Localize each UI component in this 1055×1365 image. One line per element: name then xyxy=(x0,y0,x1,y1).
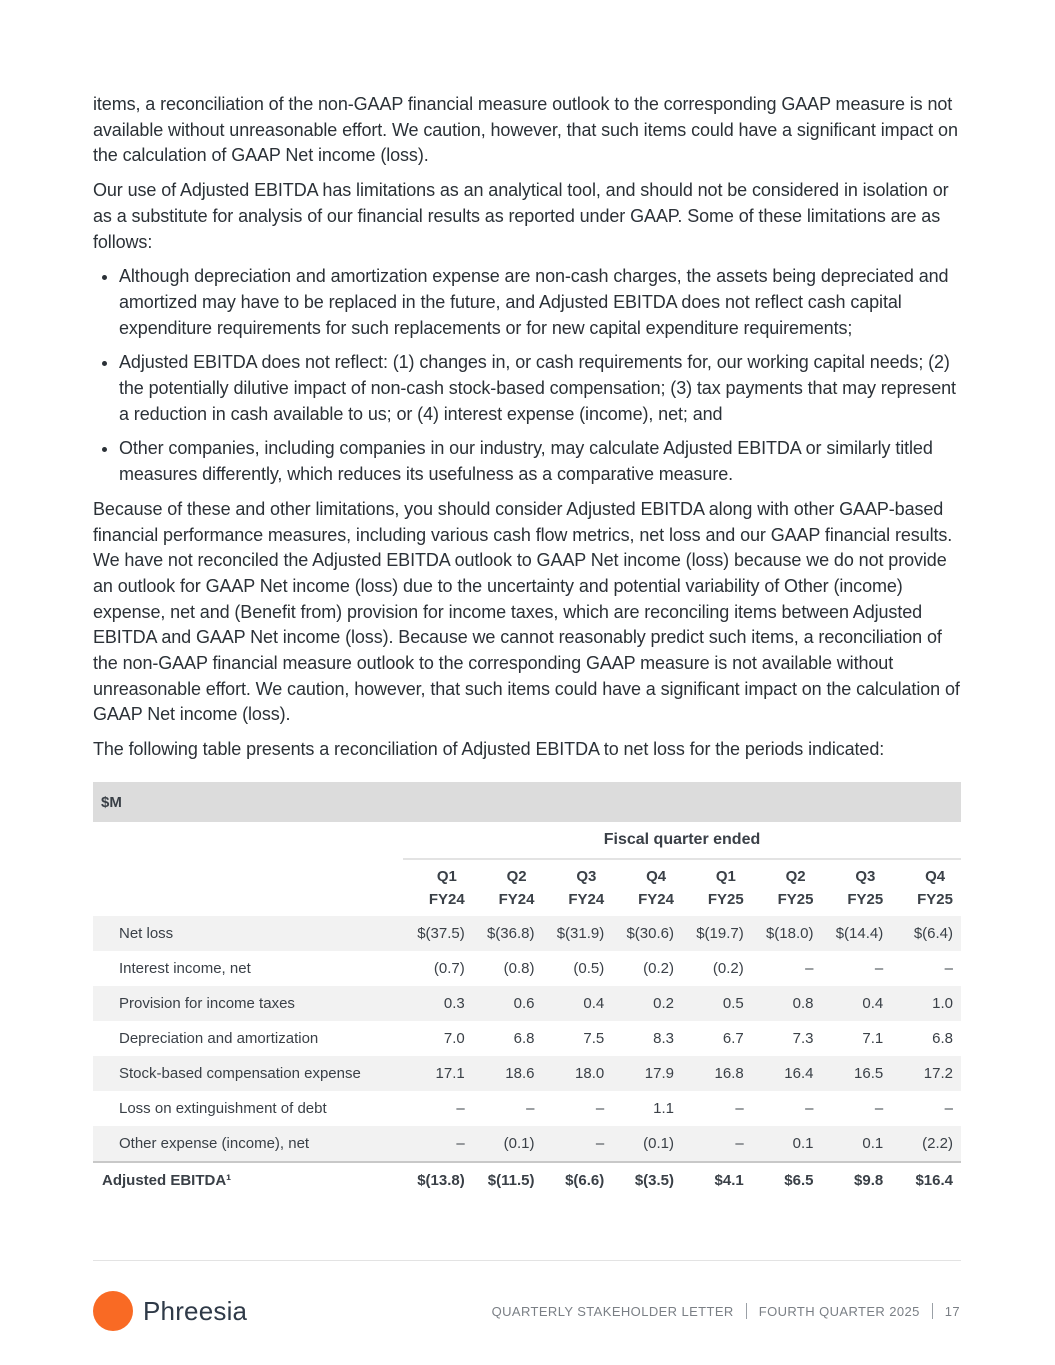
table-cell: 6.7 xyxy=(722,1030,744,1047)
column-header xyxy=(891,859,961,916)
reconciliation-table xyxy=(93,782,961,1198)
table-cell: – xyxy=(526,1100,535,1117)
footer-divider xyxy=(93,1260,961,1261)
table-cell: $(19.7) xyxy=(682,916,752,951)
table-cell: (0.8) xyxy=(503,960,535,977)
table-cell: 0.8 xyxy=(752,986,822,1021)
row-label: Adjusted EBITDA¹ xyxy=(93,1162,403,1198)
table-cell: $(30.6) xyxy=(612,916,682,951)
table-cell: (0.5) xyxy=(573,960,605,977)
table-cell: 0.1 xyxy=(822,1126,892,1162)
table-cell: $(37.5) xyxy=(403,916,473,951)
table-cell: 7.3 xyxy=(792,1030,814,1047)
table-cell: $(13.8) xyxy=(403,1162,473,1198)
table-cell: 0.4 xyxy=(543,986,613,1021)
list-item: • Other companies, including companies in our industry, may calculate Adjusted EBITDA or similarly titled measures differently, which reduces its usefulness as a comparative measure. xyxy=(119,436,968,487)
unit-row xyxy=(93,782,961,822)
list-item: • Adjusted EBITDA does not reflect: (1) changes in, or cash requirements for, our working capital needs; (2) the potentially dilutive impact of non-cash stock-based compensation; (3) tax payments that may represent a reduction in cash available to us; or (4) interest expense (income), net; and xyxy=(119,350,968,427)
table-cell: 1.0 xyxy=(891,986,961,1021)
table-cell: 1.1 xyxy=(653,1100,674,1117)
row-label: Provision for income taxes xyxy=(93,986,403,1021)
column-header xyxy=(822,859,892,916)
row-label: Depreciation and amortization xyxy=(119,1030,319,1047)
table-cell: – xyxy=(805,1100,814,1117)
column-header-label xyxy=(568,865,604,911)
table-cell: $(6.4) xyxy=(891,916,961,951)
column-header-row xyxy=(93,859,961,916)
table-cell: 0.2 xyxy=(612,986,682,1021)
separator xyxy=(746,1303,747,1319)
table-row xyxy=(93,916,961,951)
table-cell: – xyxy=(403,1126,473,1162)
total-row xyxy=(93,1162,961,1198)
paragraph: The following table presents a reconciliation of Adjusted EBITDA to net loss for the periods indicated: xyxy=(93,739,885,760)
table-cell: (0.7) xyxy=(433,960,465,977)
row-label: Stock-based compensation expense xyxy=(93,1056,403,1091)
quarter: Q3 xyxy=(576,868,597,885)
quarter: Q4 xyxy=(646,868,667,885)
table-body xyxy=(93,916,961,1198)
unit-label: $M xyxy=(93,782,961,822)
column-header xyxy=(682,859,752,916)
fiscal-year: FY24 xyxy=(568,891,605,908)
period: FOURTH QUARTER 2025 xyxy=(758,1303,920,1319)
column-header xyxy=(612,859,682,916)
table-cell: – xyxy=(735,1100,744,1117)
table-cell: 0.1 xyxy=(752,1126,822,1162)
table-cell: $(3.5) xyxy=(612,1162,682,1198)
footer-info xyxy=(492,1303,960,1319)
table-cell: – xyxy=(944,1100,953,1117)
table-cell: 0.6 xyxy=(473,986,543,1021)
quarter: Q4 xyxy=(925,868,946,885)
column-header-label xyxy=(708,865,744,911)
column-header xyxy=(752,859,822,916)
table-row xyxy=(93,1056,961,1091)
table-cell: (0.2) xyxy=(712,960,744,977)
blank-cell xyxy=(93,822,403,859)
quarter: Q2 xyxy=(785,868,806,885)
quarter: Q3 xyxy=(855,868,876,885)
paragraph: Because of these and other limitations, you should consider Adjusted EBITDA along with other GAAP-based financial performance measures, including various cash flow metrics, net loss and our GAAP financial results. We have not reconciled the Adjusted EBITDA outlook to GAAP Net income (loss) because we do not provide an outlook for GAAP Net income (loss) due to the uncertainty and potential variability of Other (income) expense, net and (Benefit from) provision for income taxes, which are reconciling items between Adjusted EBITDA and GAAP Net income (loss). Because we cannot reasonably predict such items, a reconciliation of the non-GAAP financial measure outlook to the corresponding GAAP measure is not available without unreasonable effort. We caution, however, that such items could have a significant impact on the calculation of GAAP Net income (loss). xyxy=(93,498,960,725)
table-cell: (0.1) xyxy=(473,1126,543,1162)
table-cell: $6.5 xyxy=(752,1162,822,1198)
table-cell: 7.5 xyxy=(583,1030,605,1047)
group-header-row xyxy=(93,822,961,859)
quarter: Q1 xyxy=(436,868,457,885)
column-header-label xyxy=(499,865,535,911)
blank-cell xyxy=(93,859,403,916)
fiscal-year: FY25 xyxy=(777,891,814,908)
list-item: • Although depreciation and amortization expense are non-cash charges, the assets being depreciated and amortized may have to be replaced in the future, and Adjusted EBITDA does not reflect cash capital expenditure requirements for such replacements or for new capital expenditure requirements; xyxy=(119,264,968,341)
table-cell: $16.4 xyxy=(891,1162,961,1198)
table-cell: (0.1) xyxy=(612,1126,682,1162)
column-header-label xyxy=(429,865,465,911)
table-cell: – xyxy=(874,960,884,977)
separator xyxy=(932,1303,933,1319)
table-cell: 0.3 xyxy=(403,986,473,1021)
table-row xyxy=(93,986,961,1021)
table-row xyxy=(93,1021,961,1056)
page-number: 17 xyxy=(944,1303,960,1319)
fiscal-year: FY25 xyxy=(847,891,884,908)
table-cell: $9.8 xyxy=(822,1162,892,1198)
logo-text: Phreesia xyxy=(143,1295,248,1326)
table-cell: $(31.9) xyxy=(543,916,613,951)
table-cell: $(36.8) xyxy=(473,916,543,951)
fiscal-year: FY25 xyxy=(917,891,953,908)
table-cell: 16.5 xyxy=(822,1056,892,1091)
column-header-label xyxy=(638,865,674,911)
table-cell: – xyxy=(805,960,814,977)
table-cell: – xyxy=(944,960,953,977)
column-header xyxy=(473,859,543,916)
table-cell: 7.1 xyxy=(862,1030,884,1047)
row-label: Loss on extinguishment of debt xyxy=(119,1100,327,1117)
table-cell: 6.8 xyxy=(513,1030,535,1047)
table-cell: – xyxy=(595,1100,605,1117)
quarter: Q1 xyxy=(715,868,736,885)
column-header xyxy=(403,859,473,916)
fiscal-year: FY25 xyxy=(707,891,744,908)
table-cell: – xyxy=(456,1100,465,1117)
table-cell: 16.8 xyxy=(682,1056,752,1091)
table-cell: (0.2) xyxy=(643,960,674,977)
table-cell: – xyxy=(543,1126,613,1162)
table-cell: 16.4 xyxy=(752,1056,822,1091)
table-cell: $4.1 xyxy=(682,1162,752,1198)
table-cell: $(6.6) xyxy=(543,1162,613,1198)
column-header-label xyxy=(917,865,953,911)
quarter: Q2 xyxy=(506,868,527,885)
phreesia-logo xyxy=(93,1291,247,1331)
column-header-label xyxy=(847,865,883,911)
table-cell: 0.4 xyxy=(822,986,892,1021)
fiscal-year: FY24 xyxy=(638,891,674,908)
table-cell: $(18.0) xyxy=(752,916,822,951)
document-title: QUARTERLY STAKEHOLDER LETTER xyxy=(491,1303,734,1319)
row-label: Net loss xyxy=(93,916,403,951)
table-cell: 17.1 xyxy=(403,1056,473,1091)
paragraph: items, a reconciliation of the non-GAAP financial measure outlook to the corresponding GAAP measure is not available without unreasonable effort. We caution, however, that such items could have a significant impact on the calculation of GAAP Net income (loss). xyxy=(93,94,958,166)
table-cell: $(14.4) xyxy=(822,916,892,951)
table-cell: – xyxy=(682,1126,752,1162)
fiscal-year: FY24 xyxy=(428,891,465,908)
table-cell: 17.2 xyxy=(891,1056,961,1091)
body-text xyxy=(93,92,968,772)
row-label: Interest income, net xyxy=(119,960,251,977)
table-cell: – xyxy=(874,1100,884,1117)
table-cell: 0.5 xyxy=(682,986,752,1021)
paragraph: Our use of Adjusted EBITDA has limitations as an analytical tool, and should not be considered in isolation or as a substitute for analysis of our financial results as reported under GAAP. Some of these limitations are as follows: xyxy=(93,180,949,252)
group-header: Fiscal quarter ended xyxy=(403,822,961,859)
table-cell: $(11.5) xyxy=(473,1162,543,1198)
table-cell: 17.9 xyxy=(612,1056,682,1091)
limitations-list xyxy=(93,264,968,488)
table-cell: 6.8 xyxy=(932,1030,953,1047)
table-cell: (2.2) xyxy=(891,1126,961,1162)
table-cell: 7.0 xyxy=(443,1030,465,1047)
fiscal-year: FY24 xyxy=(498,891,535,908)
table-cell: 8.3 xyxy=(653,1030,674,1047)
logo-circle-icon xyxy=(93,1291,133,1331)
column-header xyxy=(543,859,613,916)
table-cell: 18.6 xyxy=(473,1056,543,1091)
table-row xyxy=(93,1091,961,1126)
column-header-label xyxy=(778,865,814,911)
table-row xyxy=(93,1126,961,1162)
row-label: Other expense (income), net xyxy=(93,1126,403,1162)
table-row xyxy=(93,951,961,986)
table-cell: 18.0 xyxy=(543,1056,613,1091)
